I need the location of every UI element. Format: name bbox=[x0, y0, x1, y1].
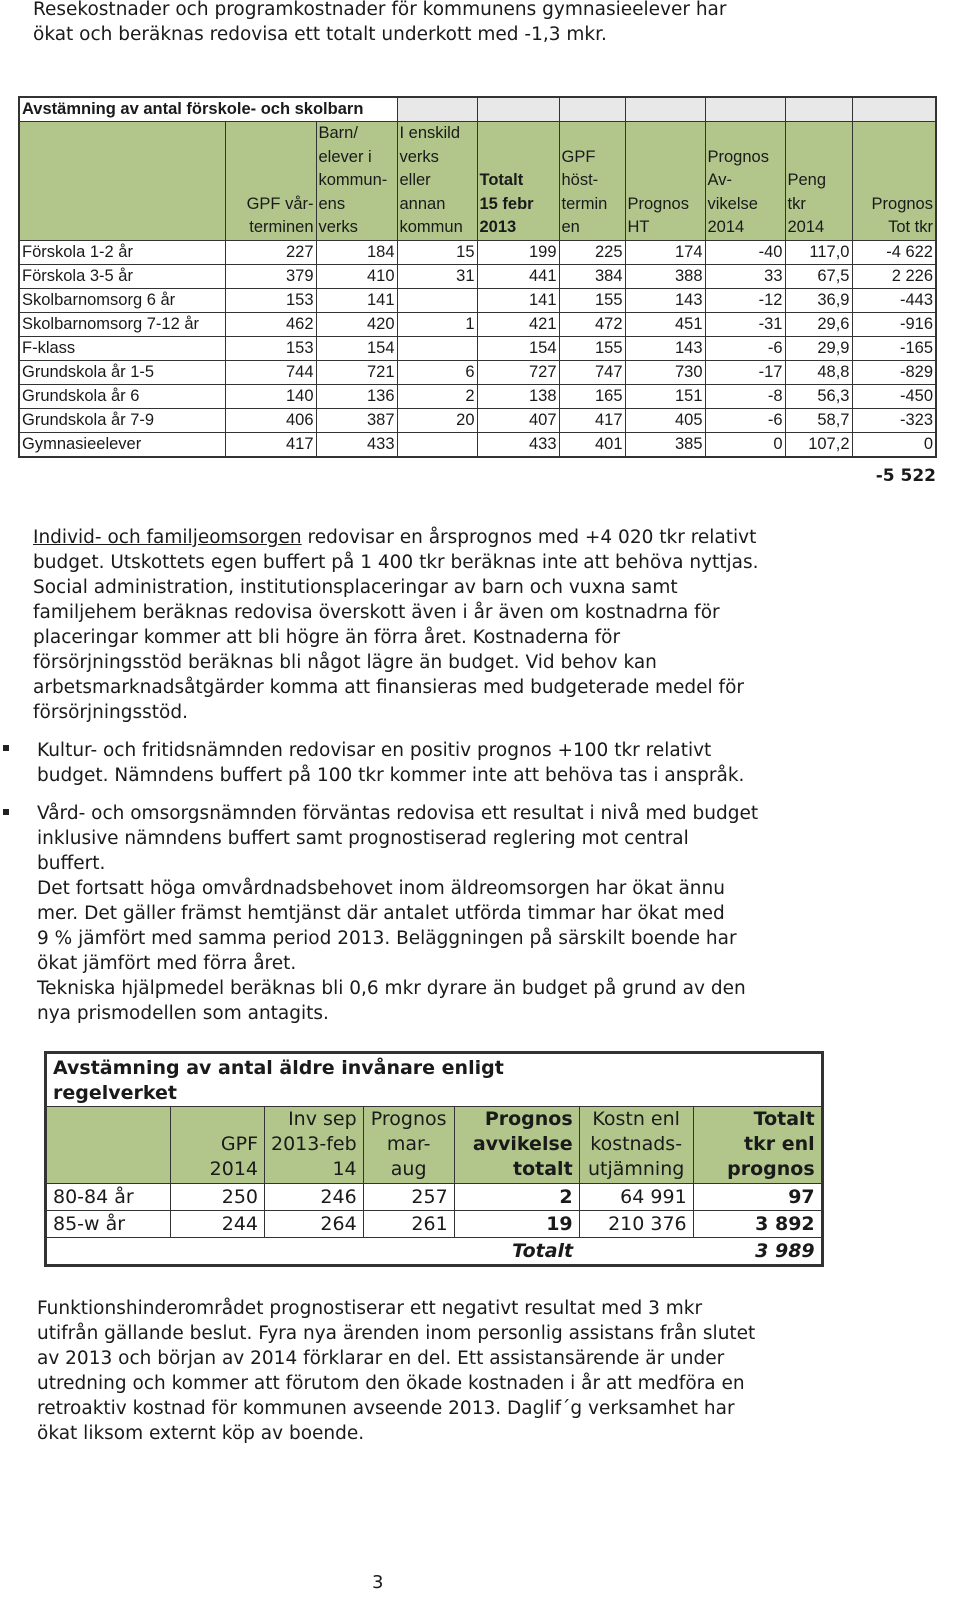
table1-cell: -8 bbox=[705, 384, 785, 408]
table2-title-line: regelverket bbox=[53, 1082, 177, 1104]
table1-cell: -450 bbox=[852, 384, 936, 408]
table1-title: Avstämning av antal förskole- och skolbarn bbox=[19, 97, 397, 122]
table1-header-line: tkr bbox=[787, 194, 806, 213]
table1-cell: 58,7 bbox=[785, 408, 852, 432]
table2-header-line: Inv sep bbox=[288, 1108, 357, 1130]
table2-header-cell bbox=[693, 1107, 821, 1184]
table1-cell: 417 bbox=[559, 408, 625, 432]
table2-header-line: Totalt bbox=[753, 1108, 815, 1130]
table1-row-label: Grundskola år 1-5 bbox=[19, 360, 225, 384]
table1-cell: -323 bbox=[852, 408, 936, 432]
vard-line: Vård- och omsorgsnämnden förväntas redovisa ett resultat i nivå med budget bbox=[37, 803, 759, 824]
table1-cell: 407 bbox=[477, 408, 559, 432]
table1-cell bbox=[397, 288, 477, 312]
table1-header-line: termin bbox=[561, 194, 608, 213]
table2-header-cell bbox=[579, 1107, 693, 1184]
table1-header-line: HT bbox=[627, 218, 650, 236]
table1-cell: 117,0 bbox=[785, 240, 852, 264]
table1-title-empty-cell bbox=[625, 97, 705, 122]
table1-cell: 0 bbox=[852, 432, 936, 457]
individ-line bbox=[33, 600, 759, 625]
table1-cell: 107,2 bbox=[785, 432, 852, 457]
kultur-line: budget. Nämndens buffert på 100 tkr kommer inte att behöva tas i anspråk. bbox=[37, 765, 745, 786]
table1-row-label: Förskola 3-5 år bbox=[19, 264, 225, 288]
individ-line-text: Social administration, institutionsplaceringar av barn och vuxna samt bbox=[33, 577, 678, 598]
table2-header-cell bbox=[265, 1107, 364, 1184]
table1-cell: 401 bbox=[559, 432, 625, 457]
table1-cell: 420 bbox=[316, 312, 397, 336]
table1-cell: 727 bbox=[477, 360, 559, 384]
table1-title-row bbox=[19, 97, 936, 122]
page-number: 3 bbox=[372, 1572, 384, 1593]
table1-cell: 0 bbox=[705, 432, 785, 457]
table-row bbox=[19, 312, 936, 336]
elderly-reconciliation-table bbox=[46, 1053, 822, 1265]
table2-header-line: Kostn enl bbox=[592, 1108, 680, 1130]
table2-row-label: 80-84 år bbox=[47, 1184, 171, 1211]
table1-header-line: Tot tkr bbox=[888, 218, 933, 236]
table1-cell: 417 bbox=[225, 432, 316, 457]
table2-header-line: tkr enl bbox=[744, 1133, 815, 1155]
funktion-line: utredning och kommer att förutom den ökade kostnaden i år att medföra en bbox=[37, 1373, 745, 1394]
table2-cell: 210 376 bbox=[579, 1211, 693, 1238]
table1-cell: 747 bbox=[559, 360, 625, 384]
table1-cell: 387 bbox=[316, 408, 397, 432]
table1-header-cell bbox=[225, 122, 316, 241]
table1-header-line: 2013 bbox=[479, 218, 517, 236]
table-row bbox=[19, 288, 936, 312]
table1-header-line: Prognos bbox=[627, 194, 689, 213]
table1-cell: 379 bbox=[225, 264, 316, 288]
funktion-line: utifrån gällande beslut. Fyra nya ärenden inom personlig assistans från slutet bbox=[37, 1323, 756, 1344]
individ-line bbox=[33, 575, 759, 600]
table1-title-empty-cell bbox=[785, 97, 852, 122]
table1-cell: 15 bbox=[397, 240, 477, 264]
table1-cell: 154 bbox=[316, 336, 397, 360]
table1-cell: 184 bbox=[316, 240, 397, 264]
table-row bbox=[19, 264, 936, 288]
vard-line: nya prismodellen som antagits. bbox=[37, 1003, 329, 1024]
table2-header-line: 14 bbox=[332, 1158, 357, 1180]
table1-cell: 143 bbox=[625, 288, 705, 312]
table1-header-line: höst- bbox=[561, 171, 599, 189]
table1-cell: 451 bbox=[625, 312, 705, 336]
individ-line bbox=[33, 625, 759, 650]
table1-cell: 138 bbox=[477, 384, 559, 408]
intro-line: Resekostnader och programkostnader för kommunens gymnasieelever har bbox=[33, 0, 727, 20]
table1-row-label: Skolbarnomsorg 6 år bbox=[19, 288, 225, 312]
table-row bbox=[19, 360, 936, 384]
table-row bbox=[47, 1211, 822, 1238]
table2-header-line: avvikelse bbox=[472, 1133, 573, 1155]
vard-line: ökat jämfört med förra året. bbox=[37, 953, 297, 974]
individ-line-text: försörjningsstöd. bbox=[33, 702, 188, 723]
funktion-line: av 2013 och början av 2014 förklarar en del. Ett assistansärende är under bbox=[37, 1348, 725, 1369]
table-row bbox=[19, 432, 936, 457]
table1-cell: 143 bbox=[625, 336, 705, 360]
table1-header-cell bbox=[477, 122, 559, 241]
table2-cell: 250 bbox=[171, 1184, 265, 1211]
table1-cell: 225 bbox=[559, 240, 625, 264]
individ-line bbox=[33, 650, 759, 675]
table1-cell: 385 bbox=[625, 432, 705, 457]
table-row bbox=[19, 408, 936, 432]
table2-header-line: Prognos bbox=[484, 1108, 573, 1130]
vard-line: 9 % jämfört med samma period 2013. Beläggningen på särskilt boende har bbox=[37, 928, 737, 949]
table1-cell: 48,8 bbox=[785, 360, 852, 384]
table1-cell: 140 bbox=[225, 384, 316, 408]
table2-header-line: mar- bbox=[386, 1133, 431, 1155]
table1-cell: 153 bbox=[225, 336, 316, 360]
table1-cell: 406 bbox=[225, 408, 316, 432]
table1-header-cell bbox=[625, 122, 705, 241]
table1-cell: -829 bbox=[852, 360, 936, 384]
table2-cell: 64 991 bbox=[579, 1184, 693, 1211]
table2-total-value: 3 989 bbox=[579, 1238, 821, 1265]
table2-cell: 261 bbox=[363, 1211, 454, 1238]
table1-header-cell bbox=[316, 122, 397, 241]
table1-cell bbox=[397, 336, 477, 360]
table1-cell: 1 bbox=[397, 312, 477, 336]
table1-cell: 29,9 bbox=[785, 336, 852, 360]
table1-row-label: Grundskola år 6 bbox=[19, 384, 225, 408]
table1-row-label: Grundskola år 7-9 bbox=[19, 408, 225, 432]
vard-line: inklusive nämndens buffert samt prognostiserad reglering mot central bbox=[37, 828, 689, 849]
table2-header-cell bbox=[47, 1107, 171, 1184]
table1-cell: 2 226 bbox=[852, 264, 936, 288]
individ-line-text: arbetsmarknadsåtgärder komma att finansieras med budgeterade medel för bbox=[33, 677, 744, 698]
funktion-line: retroaktiv kostnad för kommunen avseende 2013. Daglif´g verksamhet har bbox=[37, 1398, 735, 1419]
table2-cell: 2 bbox=[454, 1184, 579, 1211]
table1-cell: 174 bbox=[625, 240, 705, 264]
table1-header-cell bbox=[559, 122, 625, 241]
table1-cell: 56,3 bbox=[785, 384, 852, 408]
table1-cell: 67,5 bbox=[785, 264, 852, 288]
table1-row-label: F-klass bbox=[19, 336, 225, 360]
table1-title-empty-cell bbox=[559, 97, 625, 122]
individ-line-text: budget. Utskottets egen buffert på 1 400 tkr beräknas inte att behöva nyttjas. bbox=[33, 552, 759, 573]
individ-line-text: placeringar kommer att bli högre än förra året. Kostnaderna för bbox=[33, 627, 621, 648]
table1-cell: 33 bbox=[705, 264, 785, 288]
table1-cell: 29,6 bbox=[785, 312, 852, 336]
table1-cell: 472 bbox=[559, 312, 625, 336]
table1-cell: 433 bbox=[316, 432, 397, 457]
vard-line: mer. Det gäller främst hemtjänst där antalet utförda timmar har ökat med bbox=[37, 903, 725, 924]
table-row bbox=[19, 336, 936, 360]
table2-header-cell bbox=[363, 1107, 454, 1184]
table-row bbox=[19, 240, 936, 264]
table1-header-line: terminen bbox=[249, 218, 314, 236]
table1-cell: 136 bbox=[316, 384, 397, 408]
table1-cell: -165 bbox=[852, 336, 936, 360]
table1-cell: 141 bbox=[477, 288, 559, 312]
kultur-paragraph bbox=[37, 738, 744, 788]
table2-header-line: 2013-feb bbox=[271, 1133, 357, 1155]
table2-header-line: aug bbox=[390, 1158, 427, 1180]
individ-line-text: familjehem beräknas redovisa överskott även i år även om kostnadrna för bbox=[33, 602, 720, 623]
table2-header-line: kostnads- bbox=[590, 1133, 683, 1155]
table1-cell: -6 bbox=[705, 408, 785, 432]
table2-title-line: Avstämning av antal äldre invånare enligt bbox=[53, 1057, 504, 1079]
table1-header-cell bbox=[705, 122, 785, 241]
table2-header-line: Prognos bbox=[370, 1108, 447, 1130]
bullet-marker bbox=[3, 745, 9, 751]
table2-cell: 246 bbox=[265, 1184, 364, 1211]
table2-cell: 244 bbox=[171, 1211, 265, 1238]
table1-total: -5 522 bbox=[875, 466, 936, 486]
intro-line: ökat och beräknas redovisa ett totalt underkott med -1,3 mkr. bbox=[33, 24, 607, 45]
table2-header-line: prognos bbox=[727, 1158, 815, 1180]
table2-row-label: 85-w år bbox=[47, 1211, 171, 1238]
table1-cell: 31 bbox=[397, 264, 477, 288]
table1-title-empty-cell bbox=[705, 97, 785, 122]
table1-cell: 154 bbox=[477, 336, 559, 360]
table1-header-line: Prognos bbox=[707, 147, 769, 166]
table1-cell: 151 bbox=[625, 384, 705, 408]
kultur-line: Kultur- och fritidsnämnden redovisar en positiv prognos +100 tkr relativt bbox=[37, 740, 712, 761]
table2-title bbox=[47, 1054, 822, 1107]
table1-cell: 388 bbox=[625, 264, 705, 288]
table1-header-line bbox=[22, 216, 223, 240]
table1-header-line: 15 febr bbox=[479, 194, 534, 213]
table1-header-line: annan bbox=[399, 194, 446, 213]
intro-paragraph bbox=[33, 0, 727, 47]
vard-line: Det fortsatt höga omvårdnadsbehovet inom äldreomsorgen har ökat ännu bbox=[37, 878, 725, 899]
table1-cell: 2 bbox=[397, 384, 477, 408]
table2-cell: 264 bbox=[265, 1211, 364, 1238]
table1-cell: -443 bbox=[852, 288, 936, 312]
funktion-paragraph bbox=[37, 1296, 755, 1446]
table1-header-line: ens bbox=[318, 194, 346, 213]
table1-cell: 410 bbox=[316, 264, 397, 288]
table1-header-line: Peng bbox=[787, 171, 827, 189]
individ-paragraph bbox=[33, 525, 759, 725]
funktion-line: ökat liksom externt köp av boende. bbox=[37, 1423, 365, 1444]
table1-row-label: Skolbarnomsorg 7-12 år bbox=[19, 312, 225, 336]
table1-row-label: Gymnasieelever bbox=[19, 432, 225, 457]
table1-header-line: eller bbox=[399, 171, 431, 189]
individ-line bbox=[33, 700, 759, 725]
table1-cell: 441 bbox=[477, 264, 559, 288]
table1-cell: -4 622 bbox=[852, 240, 936, 264]
vard-paragraph bbox=[37, 801, 758, 1026]
table1-header-line: Av- bbox=[707, 171, 732, 189]
table1-cell: 153 bbox=[225, 288, 316, 312]
table1-header-cell bbox=[19, 122, 225, 241]
table1-header-line: vikelse bbox=[707, 194, 758, 213]
table1-cell: 36,9 bbox=[785, 288, 852, 312]
table1-header-cell bbox=[852, 122, 936, 241]
funktion-line: Funktionshinderområdet prognostiserar ett negativt resultat med 3 mkr bbox=[37, 1298, 703, 1319]
table1-cell: 384 bbox=[559, 264, 625, 288]
table1-header-row bbox=[19, 122, 936, 241]
table1-cell: -17 bbox=[705, 360, 785, 384]
table1-cell: -12 bbox=[705, 288, 785, 312]
table1-header-line: Barn/ bbox=[318, 124, 358, 142]
individ-heading-underlined: Individ- och familjeomsorgen bbox=[33, 527, 302, 548]
table1-header-cell bbox=[397, 122, 477, 241]
table2-header-line bbox=[53, 1157, 164, 1182]
table1-cell: 155 bbox=[559, 336, 625, 360]
table1-header-cell bbox=[785, 122, 852, 241]
table2-header-row bbox=[47, 1107, 822, 1184]
table1-header-line: I enskild bbox=[399, 124, 461, 142]
table1-cell: 462 bbox=[225, 312, 316, 336]
table1-header-line: elever i bbox=[318, 147, 372, 166]
table2-header-line: GPF bbox=[220, 1133, 258, 1155]
table-row bbox=[19, 384, 936, 408]
table1-header-line: verks bbox=[399, 147, 439, 166]
individ-line bbox=[33, 550, 759, 575]
table2-total-row bbox=[47, 1238, 822, 1265]
table1-row-label: Förskola 1-2 år bbox=[19, 240, 225, 264]
table1-cell: 6 bbox=[397, 360, 477, 384]
children-reconciliation-table bbox=[18, 96, 937, 458]
table2-total-label: Totalt bbox=[47, 1238, 580, 1265]
table2-header-line: utjämning bbox=[587, 1158, 685, 1180]
table2-cell: 3 892 bbox=[693, 1211, 821, 1238]
table1-header-line: Prognos bbox=[871, 194, 933, 213]
table2-header-cell bbox=[454, 1107, 579, 1184]
vard-line: buffert. bbox=[37, 853, 106, 874]
individ-line-text: försörjningsstöd beräknas bli något lägre än budget. Vid behov kan bbox=[33, 652, 657, 673]
table1-header-line: Totalt bbox=[479, 171, 524, 189]
table1-cell: 721 bbox=[316, 360, 397, 384]
table1-title-empty-cell bbox=[852, 97, 936, 122]
table1-cell: 20 bbox=[397, 408, 477, 432]
table1-cell bbox=[397, 432, 477, 457]
table1-title-empty-cell bbox=[397, 97, 477, 122]
table1-cell: 730 bbox=[625, 360, 705, 384]
table1-cell: 744 bbox=[225, 360, 316, 384]
table1-header-line: 2014 bbox=[787, 218, 825, 236]
table2-header-line: totalt bbox=[513, 1158, 573, 1180]
table2-cell: 97 bbox=[693, 1184, 821, 1211]
table1-cell: 433 bbox=[477, 432, 559, 457]
table1-cell: 421 bbox=[477, 312, 559, 336]
table1-cell: -916 bbox=[852, 312, 936, 336]
bullet-marker bbox=[3, 809, 9, 815]
table1-cell: -6 bbox=[705, 336, 785, 360]
table1-cell: -40 bbox=[705, 240, 785, 264]
table1-cell: 141 bbox=[316, 288, 397, 312]
table-row bbox=[47, 1184, 822, 1211]
table1-header-line: en bbox=[561, 218, 580, 236]
individ-line-text: redovisar en årsprognos med +4 020 tkr relativt bbox=[301, 527, 757, 548]
table2-title-row bbox=[47, 1054, 822, 1107]
individ-line bbox=[33, 525, 759, 550]
table1-title-empty-cell bbox=[477, 97, 559, 122]
table1-header-line: verks bbox=[318, 218, 358, 236]
table1-cell: -31 bbox=[705, 312, 785, 336]
table1-cell: 227 bbox=[225, 240, 316, 264]
vard-line: Tekniska hjälpmedel beräknas bli 0,6 mkr dyrare än budget på grund av den bbox=[37, 978, 746, 999]
table1-header-line: kommun bbox=[399, 218, 463, 236]
table1-cell: 405 bbox=[625, 408, 705, 432]
table1-cell: 155 bbox=[559, 288, 625, 312]
table1-header-line: kommun- bbox=[318, 171, 388, 189]
table2-header-cell bbox=[171, 1107, 265, 1184]
individ-line bbox=[33, 675, 759, 700]
table1-header-line: 2014 bbox=[707, 218, 745, 236]
table1-header-line: GPF vår- bbox=[246, 194, 314, 213]
table2-cell: 19 bbox=[454, 1211, 579, 1238]
table2-header-line: 2014 bbox=[209, 1158, 258, 1180]
table1-cell: 199 bbox=[477, 240, 559, 264]
table1-cell: 165 bbox=[559, 384, 625, 408]
table1-header-line: GPF bbox=[561, 147, 596, 166]
table2-cell: 257 bbox=[363, 1184, 454, 1211]
